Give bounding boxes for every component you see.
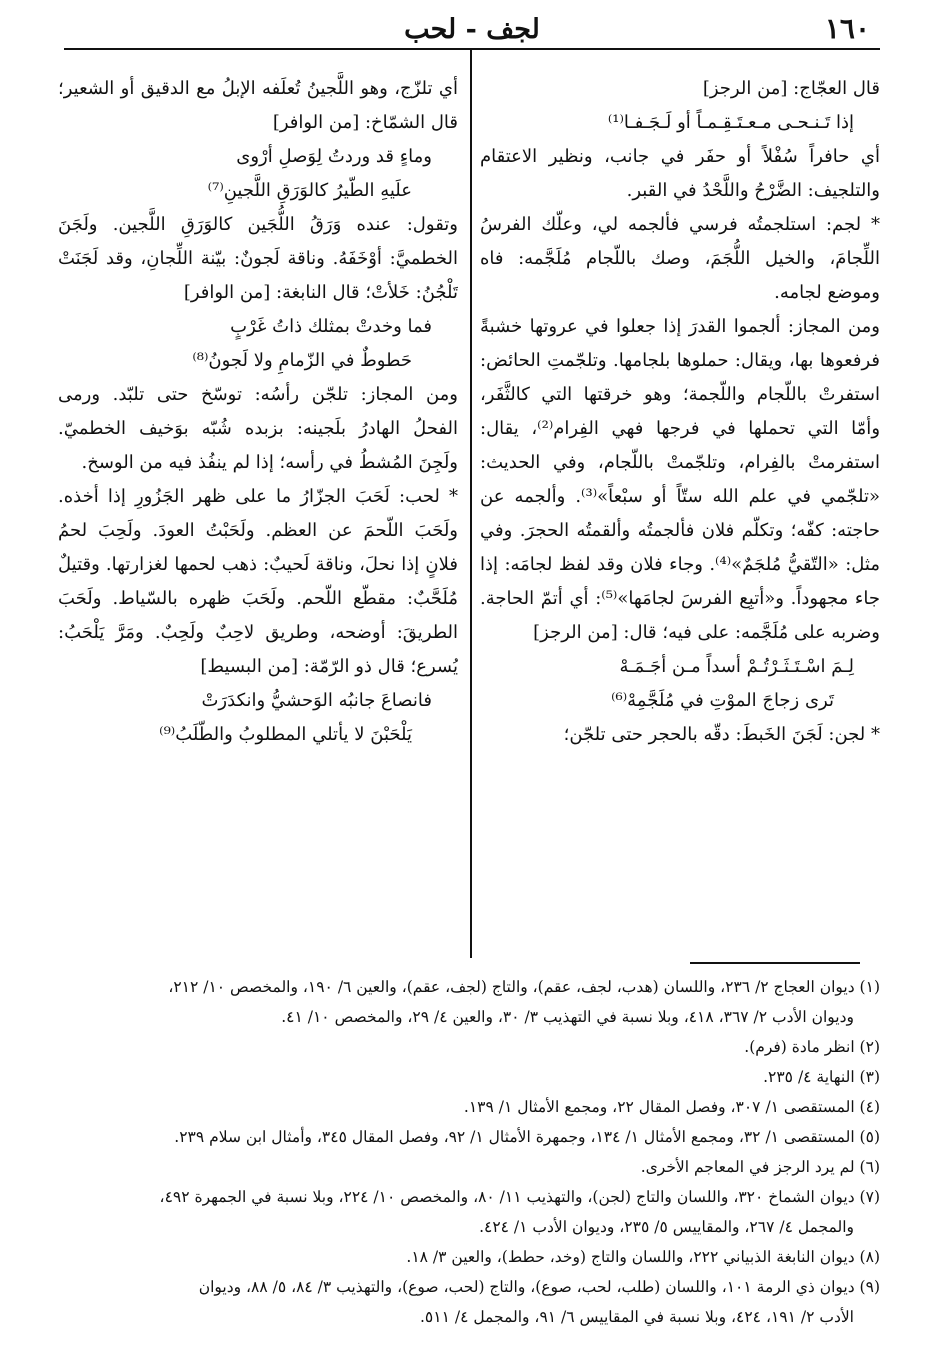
footnote-continuation: الأدب ٢/ ١٩١، ٤٢٤، وبلا نسبة في المقاييس ٦/ ٩١، والمجمل ٤/ ٥١١. xyxy=(419,1308,854,1326)
footnote-text: (٧) ديوان الشماخ ٣٢٠، واللسان والتاج (لجن)، والتهذيب ١١/ ٨٠، والمخصص ١٠/ ٢٢٤، وبلا نسبة في الجمهرة ٤٩٢، xyxy=(159,1188,880,1206)
footnote xyxy=(60,1062,880,1092)
page-header xyxy=(64,8,880,50)
paragraph: أي تلزّج، وهو اللَّجينُ تُعلَفه الإبلُ مع الدقيق أو الشعير؛ قال الشمّاخ: [من الوافر] xyxy=(58,78,458,133)
footnote-text: (١) ديوان العجاج ٢/ ٢٣٦، واللسان (هدب، لجف، عقم)، والتاج (لجف، عقم)، والعين ٦/ ١٩٠، والمخصص ١٠/ ٢١٢، xyxy=(168,978,880,996)
footnote-text: (٣) النهاية ٤/ ٢٣٥. xyxy=(763,1068,880,1086)
paragraph: ومن المجاز: ألجموا القدرَ إذا جعلوا في عروتها خشبةً فرفعوها بها، ويقال: حملوها بلجامها. وتلجّمتِ الحائض: استفرتْ باللّجام واللّجمة؛ وهو خرقتها التي كالثَّفَر، وأمّا التي تحملها في فرجها فهي الفِرام⁽²⁾، يقال: استفرمتْ بالفِرام، وتلجّمتْ باللّجام، وفي الحديث: «تلجّمي في علم الله ستّاً أو سبْعاً»⁽³⁾. وألجمه عن حاجته: كفّه؛ وتكلّم فلان فألجمتُه وألقمتُه الحجرَ. وفي مثل: «التّقيُّ مُلجَمٌ»⁽⁴⁾. وجاء فلان وقد لفظ لجامَه: إذا جاء مجهوداً. و«أتبِع الفرسَ لجامَها»⁽⁵⁾: أي أتمّ الحاجة. وضربه على مُلَجَّمه: على فيه؛ قال: [من الرجز] xyxy=(480,316,880,643)
footnote xyxy=(60,1182,880,1242)
footnote-text: (٤) المستقصى ١/ ٣٠٧، وفصل المقال ٢٢، ومجمع الأمثال ١/ ١٣٩. xyxy=(463,1098,880,1116)
footnote xyxy=(60,1242,880,1272)
footnote-continuation: وديوان الأدب ٢/ ٣٦٧، ٤١٨، وبلا نسبة في التهذيب ٣/ ٣٠، والعين ٤/ ٢٩، والمخصص ١٠/ ٤١. xyxy=(281,1008,854,1026)
verse-line: وماءٍ قد وردتُ لِوَصلِ أرْوى xyxy=(236,146,432,167)
page-number: ١٦٠ xyxy=(824,12,870,45)
running-title: لجف - لحب xyxy=(404,14,540,45)
right-column xyxy=(480,72,880,960)
left-column xyxy=(58,72,458,960)
footnote-text: (٥) المستقصى ١/ ٣٢، ومجمع الأمثال ١/ ١٣٤، وجمهرة الأمثال ١/ ٩٢، وفصل المقال ٣٤٥، وأمثال ابن سلام ٢٣٩. xyxy=(174,1128,880,1146)
footnote-text: (٦) لم يرد الرجز في المعاجم الأخرى. xyxy=(640,1158,880,1176)
footnote xyxy=(60,1152,880,1182)
verse-line: لِـمَ اسْـتَـثَـرْتُـمْ أسداً مـن أجَـمَـهْ xyxy=(619,656,854,677)
paragraph: * لجم: استلجمتُه فرسي فألجمه لي، وعلّك الفرسُ اللِّجامَ، والخيل اللُّجَمَ، وصك باللّجام مُلَجَّمه: فاه وموضع لجامه. xyxy=(480,214,880,303)
verse-line: إذا تَـنـحـى مـعـتَـقِـمـاً أو لَـجَـفـا⁽¹⁾ xyxy=(607,112,854,133)
footnotes xyxy=(60,972,880,1332)
paragraph: قال العجّاج: [من الرجز] xyxy=(702,78,880,99)
verse-line: فما وخدتْ بمثلك ذاتُ غَرْبٍ xyxy=(230,316,432,337)
footnote-separator xyxy=(690,962,860,964)
footnote xyxy=(60,972,880,1032)
paragraph: * لجن: لَجَنَ الخَبطَ: دقّه بالحجر حتى تلجّن؛ xyxy=(563,724,880,745)
footnote xyxy=(60,1272,880,1332)
footnote-text: (٩) ديوان ذي الرمة ١٠١، واللسان (طلب، لحب، صوع)، والتاج (لحب، صوع)، والتهذيب ٣/ ٨٤، ٥/ ٨٨، وديوان xyxy=(198,1278,880,1296)
footnote-text: (٢) انظر مادة (فرم). xyxy=(744,1038,880,1056)
paragraph: * لحب: لَحَبَ الجزّارُ ما على ظهر الجَزُورِ إذا أخذه. ولَحَبَ اللّحمَ عن العظم. ولَحَبْتُ العودَ. ولَحِبَ لحمُ فلانٍ إذا نحلَ، وناقة لَحيبٌ: ذهب لحمها لغزارتها. وقتيلٌ مُلَحَّبٌ: مقطّع اللّحم. ولَحَبَ ظهره بالسّياط. ولَحَبَ الطريقَ: أوضحه، وطريق لاحِبٌ ولَحِبٌ. ومَرَّ يَلْحَبُ: يُسرع؛ قال ذو الرّمّة: [من البسيط] xyxy=(58,486,458,677)
verse-line: علَيهِ الطّيرُ كالوَرَقِ اللَّجينِ⁽⁷⁾ xyxy=(207,180,412,201)
verse-line: يَلْحَبْنَ لا يأتلي المطلوبُ والطّلَبُ⁽⁹⁾ xyxy=(159,724,412,745)
footnote xyxy=(60,1092,880,1122)
verse-line: تَرى زجاجَ الموْتِ في مُلَجَّمِهْ⁽⁶⁾ xyxy=(611,690,834,711)
paragraph: وتقول: عنده وَرَقُ اللُّجَين كالوَرَقِ اللَّجين. ولَجَنَ الخطميَّ: أوْخَفَهُ. وناقة لَجونٌ: بيّنة اللِّجانِ، وقد لَجَنَتْ تَلْجُنُ: خَلأتْ؛ قال النابغة: [من الوافر] xyxy=(58,214,458,303)
footnote-continuation: والمجمل ٤/ ٢٦٧، والمقاييس ٥/ ٢٣٥، وديوان الأدب ١/ ٤٢٤. xyxy=(479,1218,854,1236)
paragraph: أي حافراً سُفْلاً أو حفَر في جانب، ونظير الاعتقام والتلجيف: الضَّرْحُ واللَّحْدُ في القبر. xyxy=(480,146,880,201)
footnote xyxy=(60,1122,880,1152)
column-divider xyxy=(470,50,472,958)
footnote xyxy=(60,1032,880,1062)
paragraph: ومن المجاز: تلجّن رأسُه: توسّخ حتى تلبّد. ورمى الفحلُ الهادرُ بلَجينه: بزبده شُبّه بوَخيف الخطميّ. ولَجِنَ المُشطُ في رأسه؛ إذا لم ينفُذ فيه من الوسخ. xyxy=(58,384,458,473)
verse-line: حَطوطٌ في الزّمامِ ولا لَجونُ⁽⁸⁾ xyxy=(192,350,412,371)
verse-line: فانصاعَ جانبُه الوَحشيُّ وانكدَرَتْ xyxy=(201,690,432,711)
footnote-text: (٨) ديوان النابغة الذبياني ٢٢٢، واللسان والتاج (وخد، حطط)، والعين ٣/ ١٨. xyxy=(406,1248,880,1266)
